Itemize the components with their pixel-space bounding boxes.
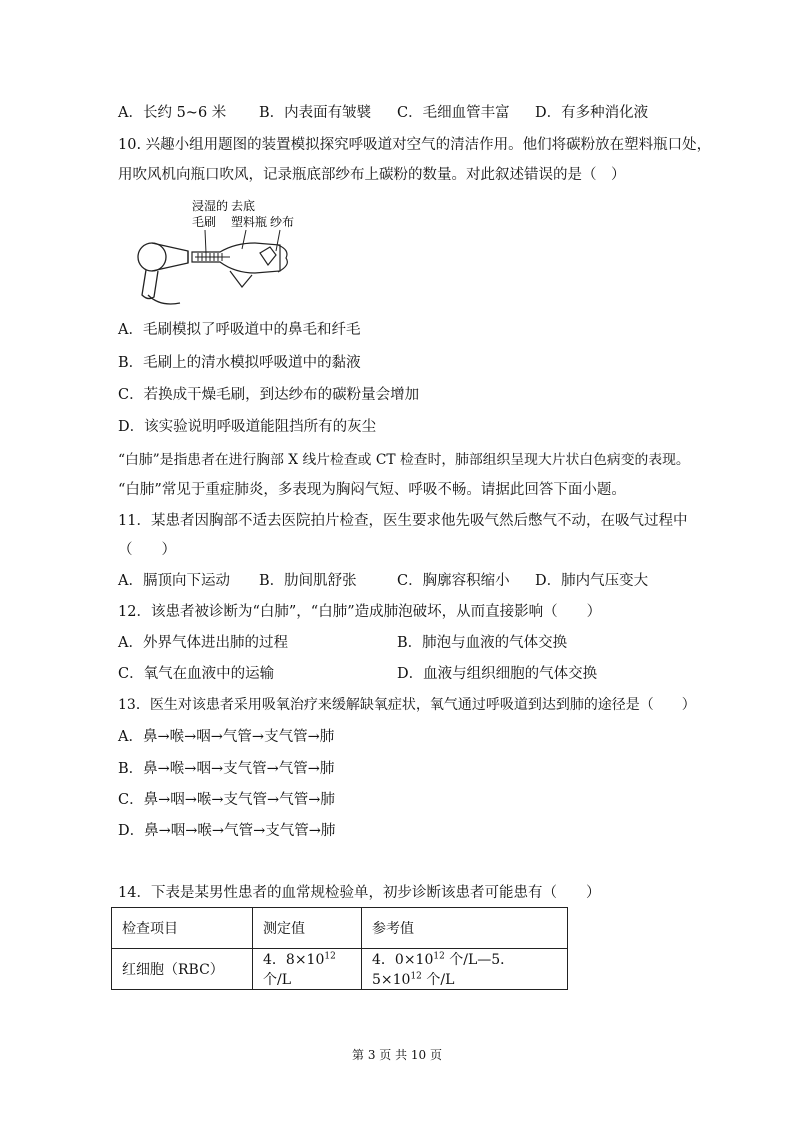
label-bottle: 塑料瓶	[231, 215, 268, 229]
header-reference: 参考值	[362, 908, 568, 949]
measured-exponent: 12	[324, 951, 336, 962]
q10-figure	[130, 195, 300, 310]
label-bottom-removed: 去底	[231, 199, 256, 213]
q12-option-c: C．氧气在血液中的运输	[118, 666, 275, 682]
q9-option-b: B．内表面有皱襞	[259, 105, 372, 121]
measured-unit: 个/L	[263, 972, 292, 988]
q11-stem-line2: （ ）	[118, 542, 176, 558]
header-item: 检查项目	[112, 908, 253, 949]
q10-option-a: A．毛刷模拟了呼吸道中的鼻毛和纤毛	[118, 322, 361, 338]
q13-option-b: B．鼻→喉→咽→支气管→气管→肺	[118, 761, 335, 777]
page-footer: 第 3 页 共 10 页	[352, 1048, 442, 1062]
q10-option-d: D．该实验说明呼吸道能阻挡所有的灰尘	[118, 419, 377, 435]
passage-line2: “白肺”常见于重症肺炎，多表现为胸闷气短、呼吸不畅。请据此回答下面小题。	[118, 482, 626, 498]
label-wet: 浸湿的	[192, 199, 229, 213]
q12-option-a: A．外界气体进出肺的过程	[118, 635, 288, 651]
q9-option-a: A．长约 5~6 米	[118, 105, 227, 121]
ref-low-base: 4．0×10	[372, 952, 434, 968]
q11-option-a: A．膈顶向下运动	[118, 573, 230, 589]
q10-option-b: B．毛刷上的清水模拟呼吸道中的黏液	[118, 355, 361, 371]
ref-mid: 个/L—5．5×10	[372, 952, 515, 988]
q11-option-c: C．胸廓容积缩小	[397, 573, 510, 589]
ref-low-exponent: 12	[433, 951, 445, 962]
hair-dryer-icon	[138, 243, 188, 304]
q10-option-c: C．若换成干燥毛刷，到达纱布的碳粉量会增加	[118, 387, 420, 403]
q12-stem: 12．该患者被诊断为“白肺”，“白肺”造成肺泡破坏，从而直接影响（ ）	[118, 604, 602, 620]
q13-stem: 13．医生对该患者采用吸氧治疗来缓解缺氧症状，氧气通过呼吸道到达到肺的途径是（ ）	[118, 697, 696, 713]
blood-test-table	[111, 907, 568, 990]
ref-high-exponent: 12	[410, 971, 422, 982]
table-row	[112, 949, 568, 990]
q10-stem-line2: 用吹风机向瓶口吹风，记录瓶底部纱布上碳粉的数量。对此叙述错误的是（ ）	[118, 167, 626, 183]
q13-option-c: C．鼻→咽→喉→支气管→气管→肺	[118, 792, 335, 808]
cell-item: 红细胞（RBC）	[112, 949, 253, 990]
q13-option-a: A．鼻→喉→咽→气管→支气管→肺	[118, 729, 335, 745]
q12-option-b: B．肺泡与血液的气体交换	[397, 635, 568, 651]
cell-reference	[362, 949, 568, 990]
table-header-row	[112, 908, 568, 949]
q9-option-c: C．毛细血管丰富	[397, 105, 510, 121]
cell-measured	[253, 949, 362, 990]
ref-unit: 个/L	[421, 972, 455, 988]
header-measured: 测定值	[253, 908, 362, 949]
gauze-icon	[260, 245, 287, 272]
measured-base: 4．8×10	[263, 952, 325, 968]
brush-icon	[195, 253, 230, 261]
q10-stem-line1: 10. 兴趣小组用题图的装置模拟探究呼吸道对空气的清洁作用。他们将碳粉放在塑料瓶口处，	[118, 137, 712, 153]
q13-option-d: D．鼻→咽→喉→气管→支气管→肺	[118, 823, 336, 839]
label-gauze: 纱布	[270, 215, 295, 229]
q11-stem-line1: 11．某患者因胸部不适去医院拍片检查，医生要求他先吸气然后憋气不动，在吸气过程中	[118, 513, 688, 529]
q11-option-d: D．肺内气压变大	[535, 573, 649, 589]
q12-option-d: D．血液与组织细胞的气体交换	[397, 666, 598, 682]
q11-option-b: B．肋间肌舒张	[259, 573, 357, 589]
label-brush: 毛刷	[192, 215, 217, 229]
q14-stem: 14．下表是某男性患者的血常规检验单，初步诊断该患者可能患有（ ）	[118, 885, 601, 901]
passage-line1: “白肺”是指患者在进行胸部 X 线片检查或 CT 检查时，肺部组织呈现大片状白色病变的表现。	[118, 452, 690, 468]
q9-option-d: D．有多种消化液	[535, 105, 649, 121]
